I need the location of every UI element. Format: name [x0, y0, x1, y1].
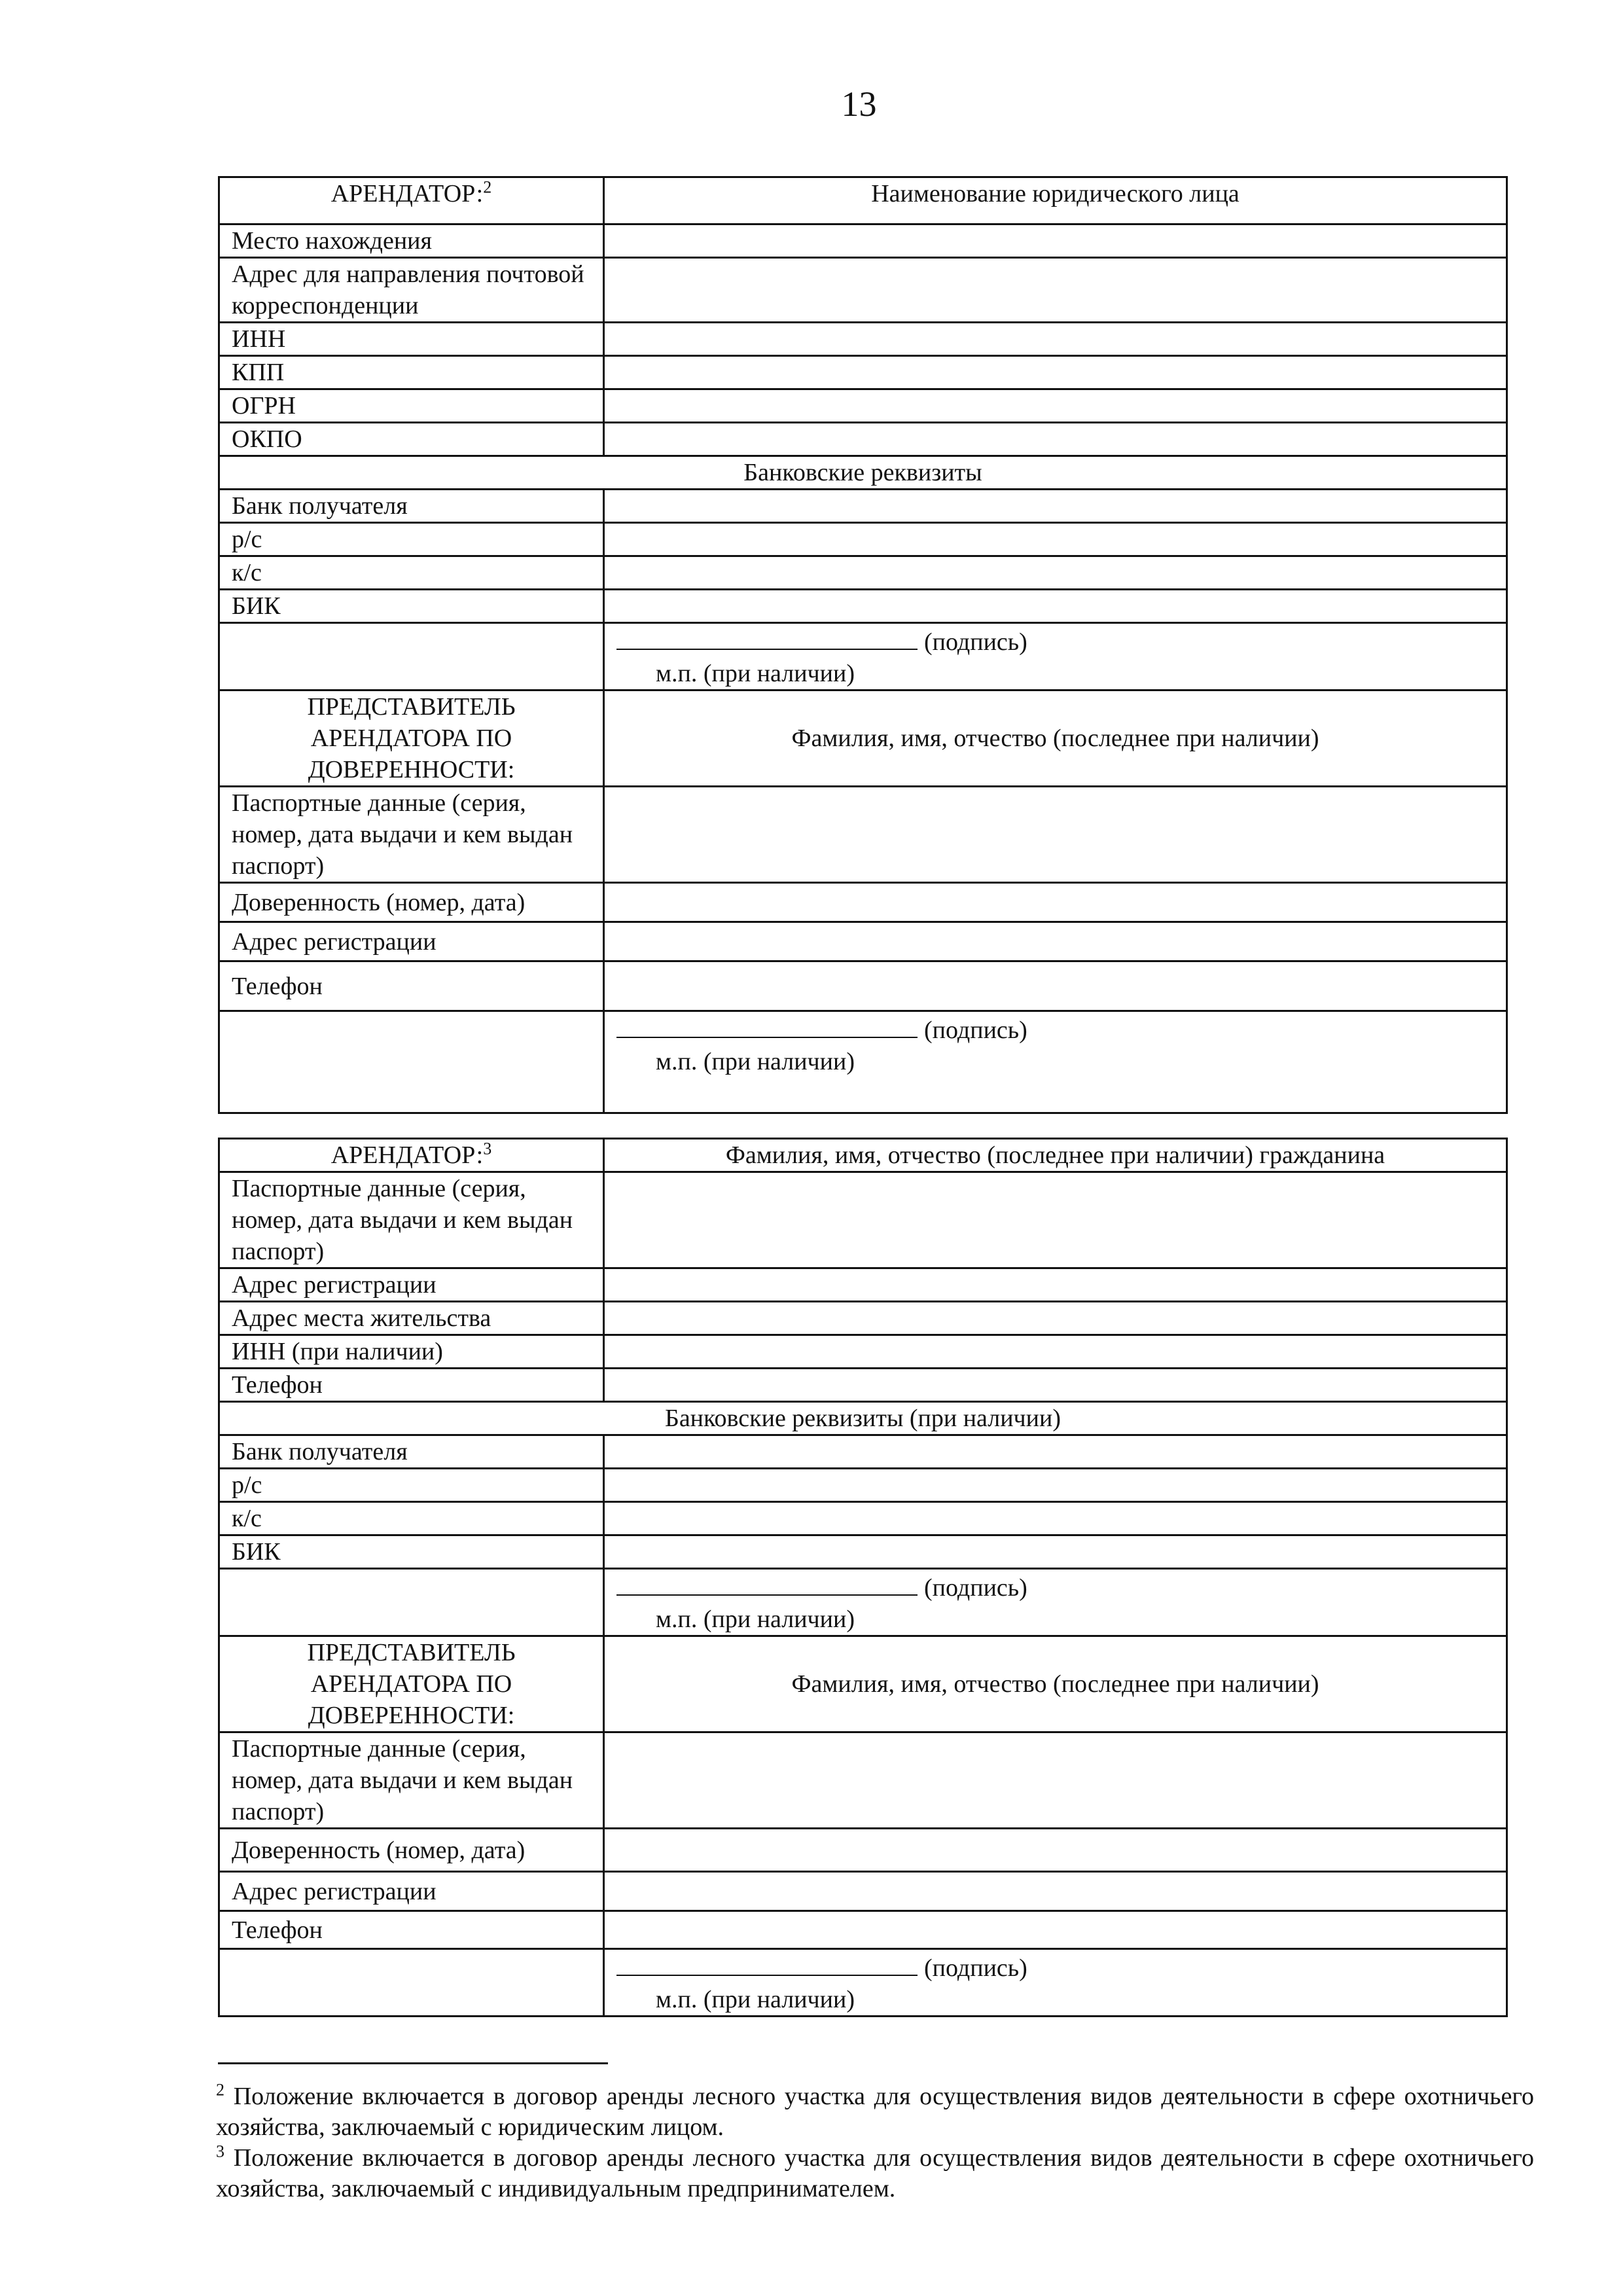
- footnote-ref: 2: [483, 177, 492, 197]
- signature-line[interactable]: [616, 1012, 918, 1038]
- stamp-label: м.п. (при наличии): [656, 660, 855, 687]
- signature-line[interactable]: [616, 1950, 918, 1976]
- row-value[interactable]: [604, 224, 1507, 258]
- lessee-header-label: АРЕНДАТОР:$^3$: [219, 1139, 604, 1172]
- row-value[interactable]: [604, 323, 1507, 356]
- legal-entity-name-cell[interactable]: Наименование юридического лица: [604, 177, 1507, 224]
- row-value[interactable]: [604, 1435, 1507, 1469]
- row-label: Банк получателя: [219, 490, 604, 523]
- row-value[interactable]: [604, 883, 1507, 922]
- row-value[interactable]: [604, 1829, 1507, 1872]
- row-label: Телефон: [219, 961, 604, 1011]
- row-label: Банк получателя: [219, 1435, 604, 1469]
- row-value[interactable]: [604, 556, 1507, 590]
- row-label: Доверенность (номер, дата): [219, 1829, 604, 1872]
- lessee-header-label: АРЕНДАТОР:$^2$: [219, 177, 604, 224]
- signature-line[interactable]: [616, 1570, 918, 1596]
- citizen-name-cell[interactable]: Фамилия, имя, отчество (последнее при наличии) гражданина: [604, 1139, 1507, 1172]
- row-value[interactable]: [604, 1268, 1507, 1302]
- row-label: к/с: [219, 1502, 604, 1535]
- row-value[interactable]: [604, 922, 1507, 961]
- row-value[interactable]: [604, 590, 1507, 623]
- row-label: р/с: [219, 523, 604, 556]
- row-label: КПП: [219, 356, 604, 389]
- empty-cell: [219, 1569, 604, 1636]
- row-value[interactable]: [604, 490, 1507, 523]
- lessee-legal-entity-table: [218, 176, 1508, 1114]
- signature-cell[interactable]: (подпись) м.п. (при наличии): [604, 623, 1507, 691]
- row-label: ИНН (при наличии): [219, 1335, 604, 1369]
- empty-cell: [219, 623, 604, 691]
- footnote-divider: [218, 2062, 608, 2064]
- row-label: ОГРН: [219, 389, 604, 423]
- row-label: Место нахождения: [219, 224, 604, 258]
- row-value[interactable]: [604, 356, 1507, 389]
- row-value[interactable]: [604, 787, 1507, 883]
- row-label: БИК: [219, 590, 604, 623]
- signature-cell[interactable]: (подпись) м.п. (при наличии): [604, 1569, 1507, 1636]
- row-value[interactable]: [604, 523, 1507, 556]
- row-label: Адрес регистрации: [219, 1872, 604, 1911]
- row-value[interactable]: [604, 423, 1507, 456]
- page-number: 13: [841, 84, 877, 124]
- signature-cell[interactable]: (подпись) м.п. (при наличии): [604, 1949, 1507, 2017]
- row-label: Адрес регистрации: [219, 1268, 604, 1302]
- stamp-label: м.п. (при наличии): [656, 1605, 855, 1633]
- row-label: Адрес места жительства: [219, 1302, 604, 1335]
- stamp-label: м.п. (при наличии): [656, 1048, 855, 1075]
- row-value[interactable]: [604, 1732, 1507, 1829]
- row-label: к/с: [219, 556, 604, 590]
- signature-cell[interactable]: (подпись) м.п. (при наличии): [604, 1011, 1507, 1113]
- empty-cell: [219, 1011, 604, 1113]
- row-value[interactable]: [604, 1502, 1507, 1535]
- row-label: Телефон: [219, 1369, 604, 1402]
- footnote-ref: 3: [483, 1139, 492, 1158]
- row-value[interactable]: [604, 1302, 1507, 1335]
- footnotes: [216, 2081, 1534, 2204]
- footnote-2: $^2$ Положение включается в договор аренды лесного участка для осуществления видов деятельности в сфере охотничьего хозяйства, заключаемый с юридическим лицом.: [216, 2080, 1535, 2141]
- row-value[interactable]: [604, 1872, 1507, 1911]
- lessee-individual-table: [218, 1138, 1508, 2017]
- bank-details-section: Банковские реквизиты (при наличии): [219, 1402, 1507, 1435]
- row-label: БИК: [219, 1535, 604, 1569]
- row-value[interactable]: [604, 1369, 1507, 1402]
- row-label: р/с: [219, 1469, 604, 1502]
- row-label: Адрес регистрации: [219, 922, 604, 961]
- row-label: ИНН: [219, 323, 604, 356]
- empty-cell: [219, 1949, 604, 2017]
- row-value[interactable]: [604, 1911, 1507, 1949]
- row-value[interactable]: [604, 961, 1507, 1011]
- row-value[interactable]: [604, 1535, 1507, 1569]
- row-label: Паспортные данные (серия, номер, дата выдачи и кем выдан паспорт): [219, 1732, 604, 1829]
- row-label: Телефон: [219, 1911, 604, 1949]
- row-label: Паспортные данные (серия, номер, дата выдачи и кем выдан паспорт): [219, 787, 604, 883]
- row-value[interactable]: [604, 1469, 1507, 1502]
- signature-line[interactable]: [616, 624, 918, 650]
- bank-details-section: Банковские реквизиты: [219, 456, 1507, 490]
- representative-name-cell[interactable]: Фамилия, имя, отчество (последнее при наличии): [604, 1636, 1507, 1732]
- row-label: Доверенность (номер, дата): [219, 883, 604, 922]
- row-label: Паспортные данные (серия, номер, дата выдачи и кем выдан паспорт): [219, 1172, 604, 1268]
- row-value[interactable]: [604, 389, 1507, 423]
- row-value[interactable]: [604, 1172, 1507, 1268]
- stamp-label: м.п. (при наличии): [656, 1986, 855, 2013]
- row-label: ОКПО: [219, 423, 604, 456]
- row-value[interactable]: [604, 258, 1507, 323]
- representative-title: ПРЕДСТАВИТЕЛЬ АРЕНДАТОРА ПО ДОВЕРЕННОСТИ:: [219, 1636, 604, 1732]
- representative-name-cell[interactable]: Фамилия, имя, отчество (последнее при наличии): [604, 691, 1507, 787]
- footnote-3: $^3$ Положение включается в договор аренды лесного участка для осуществления видов деятельности в сфере охотничьего хозяйства, заключаемый с индивидуальным предпринимателем.: [216, 2142, 1535, 2202]
- representative-title: ПРЕДСТАВИТЕЛЬ АРЕНДАТОРА ПО ДОВЕРЕННОСТИ:: [219, 691, 604, 787]
- row-label: Адрес для направления почтовой корреспонденции: [219, 258, 604, 323]
- row-value[interactable]: [604, 1335, 1507, 1369]
